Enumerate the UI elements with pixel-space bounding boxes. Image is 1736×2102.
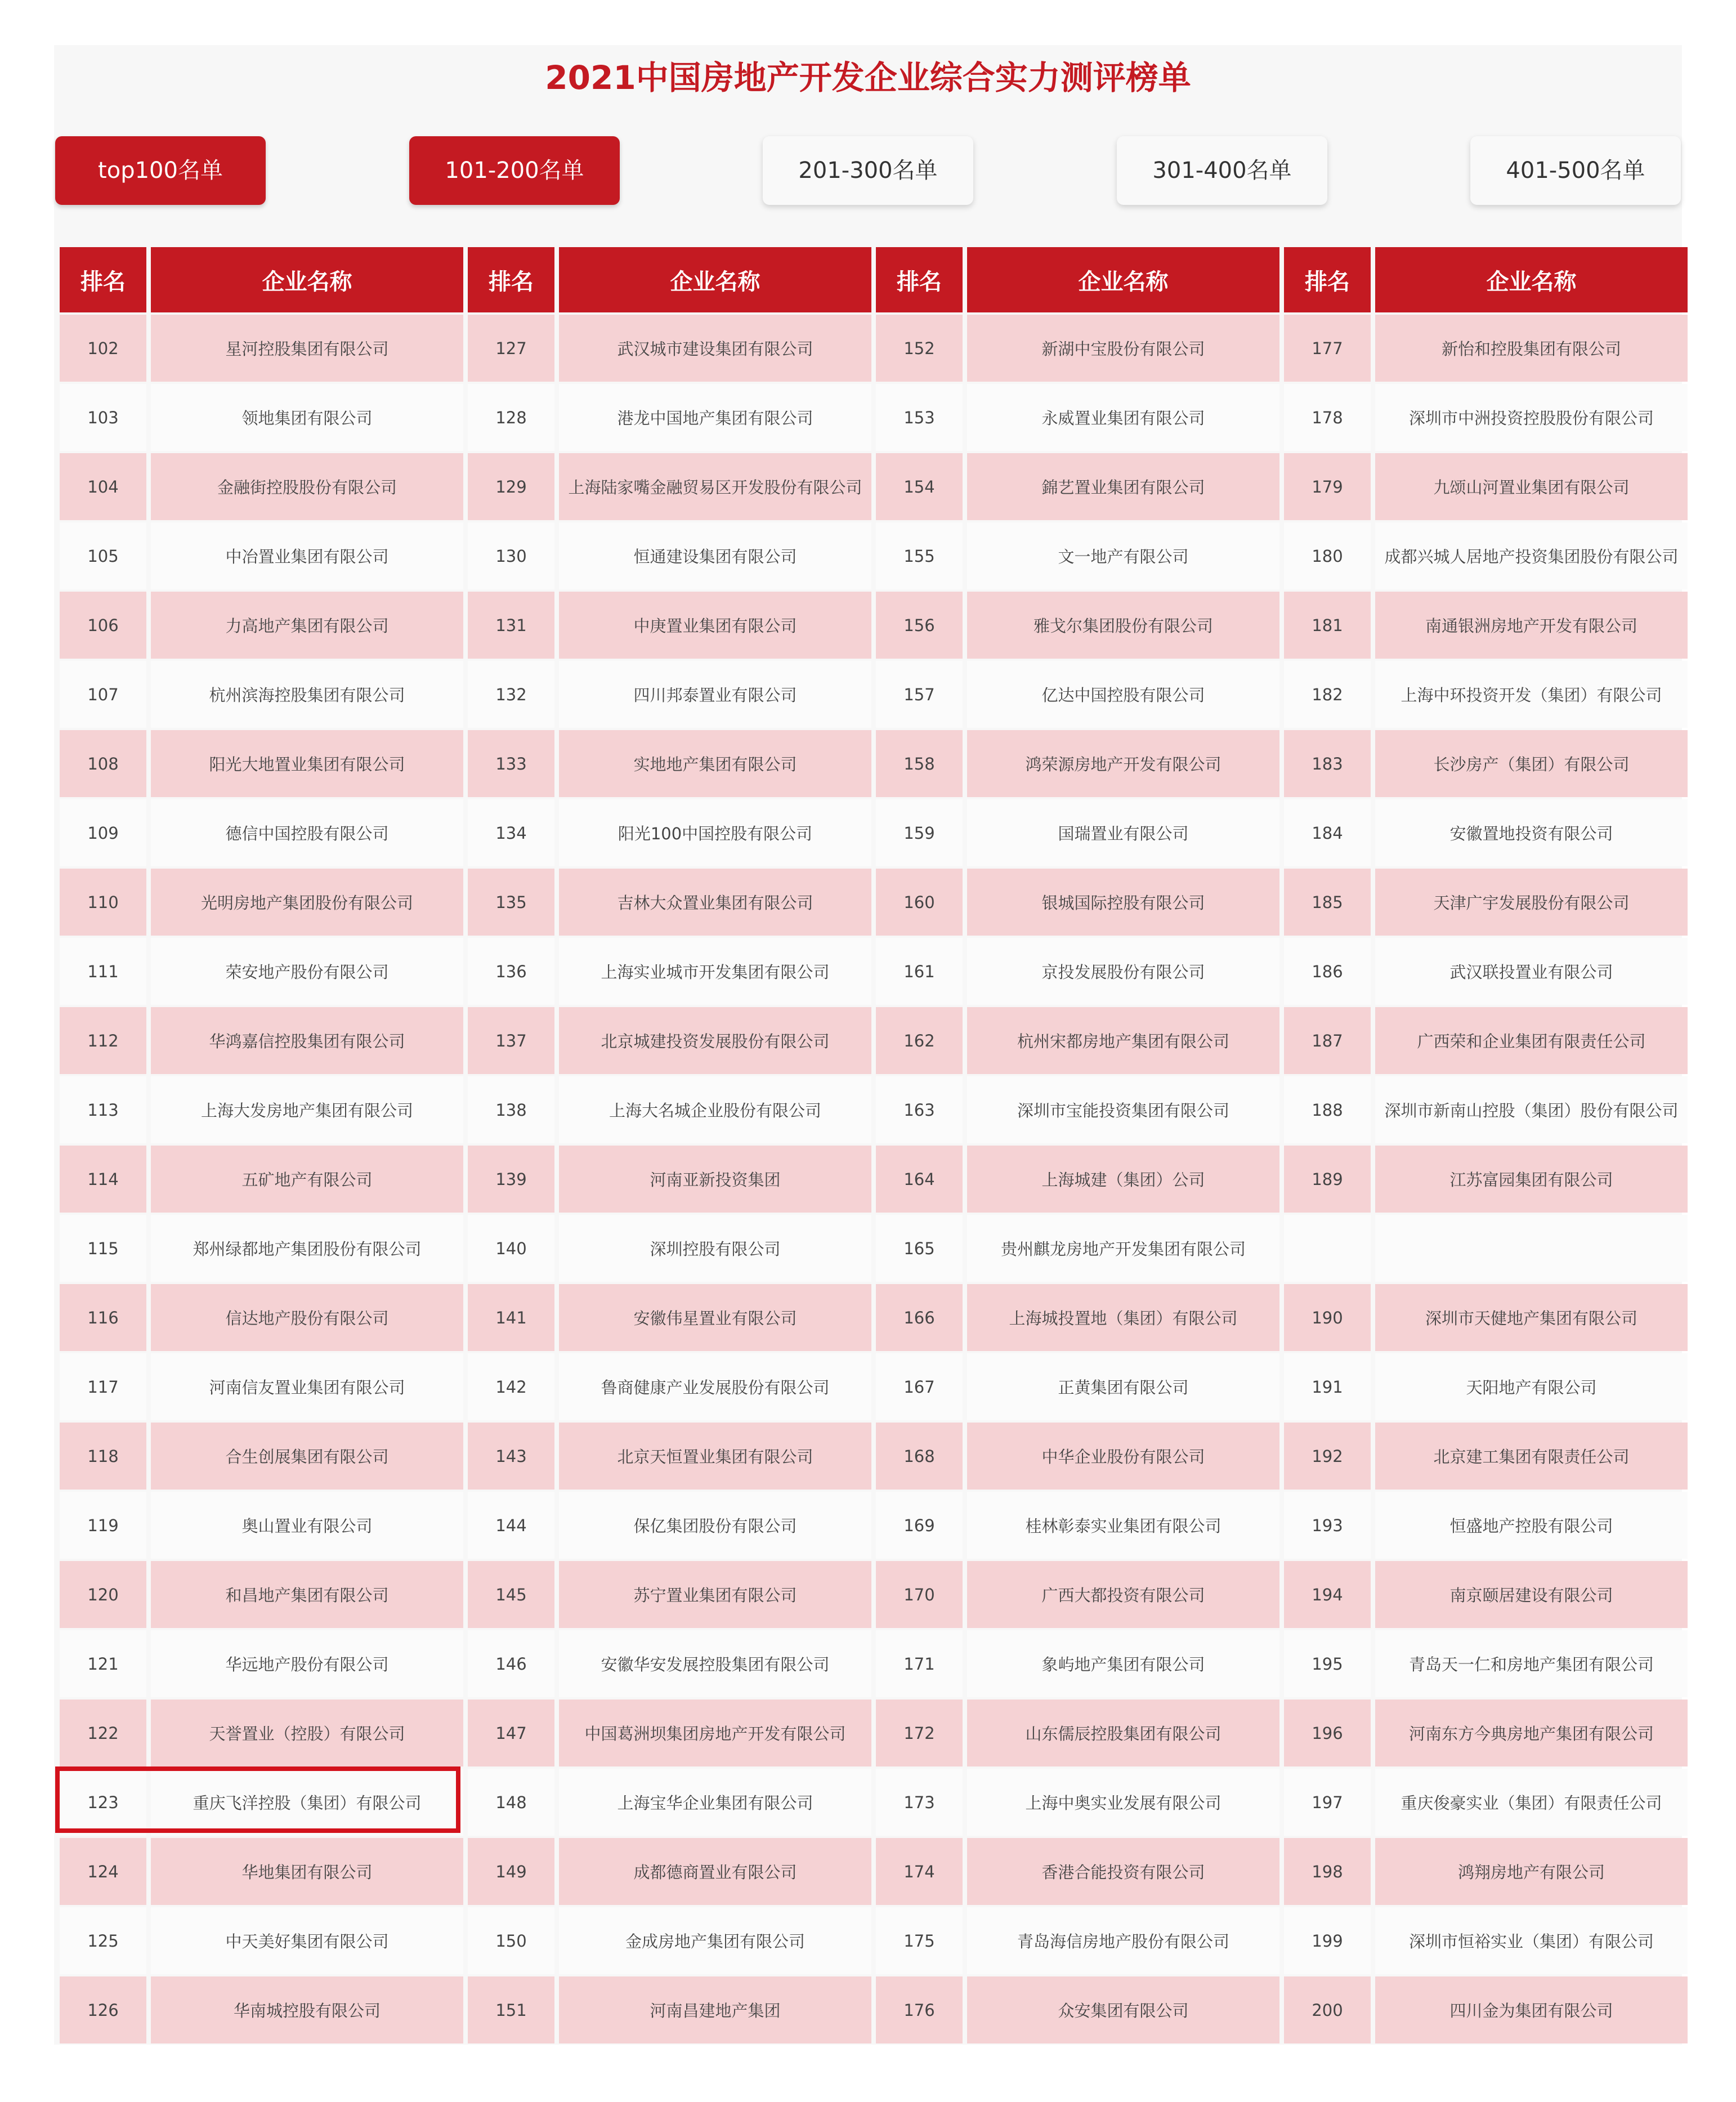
rank-cell: 109 bbox=[60, 799, 146, 866]
rank-cell: 188 bbox=[1284, 1076, 1371, 1143]
company-name-cell: 成都兴城人居地产投资集团股份有限公司 bbox=[1375, 522, 1688, 589]
rank-cell: 154 bbox=[876, 453, 963, 520]
rank-cell: 199 bbox=[1284, 1907, 1371, 1974]
company-name-cell: 和昌地产集团有限公司 bbox=[151, 1561, 463, 1628]
company-name-cell: 香港合能投资有限公司 bbox=[967, 1838, 1279, 1905]
company-name-cell: 港龙中国地产集团有限公司 bbox=[559, 384, 871, 451]
company-name-cell: 中天美好集团有限公司 bbox=[151, 1907, 463, 1974]
rank-cell: 112 bbox=[60, 1007, 146, 1074]
table-row bbox=[60, 1423, 1688, 1490]
table-row bbox=[60, 1769, 1688, 1836]
header-rank: 排名 bbox=[60, 247, 146, 312]
company-name-cell: 北京天恒置业集团有限公司 bbox=[559, 1423, 871, 1490]
company-name-cell: 雅戈尔集团股份有限公司 bbox=[967, 592, 1279, 659]
range-tabs bbox=[55, 136, 1681, 205]
company-name-cell: 杭州宋都房地产集团有限公司 bbox=[967, 1007, 1279, 1074]
rank-cell: 151 bbox=[468, 1976, 554, 2043]
rank-cell: 190 bbox=[1284, 1284, 1371, 1351]
header-company-name: 企业名称 bbox=[1375, 247, 1688, 312]
table-row bbox=[60, 730, 1688, 797]
rank-cell: 139 bbox=[468, 1146, 554, 1213]
rank-cell: 181 bbox=[1284, 592, 1371, 659]
company-name-cell: 安徽置地投资有限公司 bbox=[1375, 799, 1688, 866]
rank-cell: 160 bbox=[876, 869, 963, 936]
table-row bbox=[60, 1215, 1688, 1282]
rank-cell: 152 bbox=[876, 315, 963, 382]
rank-cell: 141 bbox=[468, 1284, 554, 1351]
rank-cell: 200 bbox=[1284, 1976, 1371, 2043]
company-name-cell: 信达地产股份有限公司 bbox=[151, 1284, 463, 1351]
rank-cell: 183 bbox=[1284, 730, 1371, 797]
company-name-cell: 国瑞置业有限公司 bbox=[967, 799, 1279, 866]
rank-cell: 182 bbox=[1284, 661, 1371, 728]
company-name-cell: 四川邦泰置业有限公司 bbox=[559, 661, 871, 728]
rank-cell: 136 bbox=[468, 938, 554, 1005]
header-company-name: 企业名称 bbox=[151, 247, 463, 312]
company-name-cell: 上海实业城市开发集团有限公司 bbox=[559, 938, 871, 1005]
rank-cell: 150 bbox=[468, 1907, 554, 1974]
tab-301-400[interactable]: 301-400名单 bbox=[1117, 136, 1327, 205]
rank-cell: 185 bbox=[1284, 869, 1371, 936]
rank-cell: 135 bbox=[468, 869, 554, 936]
header-rank: 排名 bbox=[1284, 247, 1371, 312]
company-name-cell: 华南城控股有限公司 bbox=[151, 1976, 463, 2043]
company-name-cell: 新湖中宝股份有限公司 bbox=[967, 315, 1279, 382]
tab-401-500[interactable]: 401-500名单 bbox=[1470, 136, 1681, 205]
table-row bbox=[60, 1561, 1688, 1628]
rank-cell: 165 bbox=[876, 1215, 963, 1282]
company-name-cell: 重庆飞洋控股（集团）有限公司 bbox=[151, 1769, 463, 1836]
company-name-cell: 上海中奥实业发展有限公司 bbox=[967, 1769, 1279, 1836]
company-name-cell: 安徽伟星置业有限公司 bbox=[559, 1284, 871, 1351]
company-name-cell: 成都德商置业有限公司 bbox=[559, 1838, 871, 1905]
company-name-cell: 南京颐居建设有限公司 bbox=[1375, 1561, 1688, 1628]
company-name-cell: 北京城建投资发展股份有限公司 bbox=[559, 1007, 871, 1074]
rank-cell: 121 bbox=[60, 1630, 146, 1697]
rank-cell: 115 bbox=[60, 1215, 146, 1282]
rank-cell: 197 bbox=[1284, 1769, 1371, 1836]
rank-cell: 113 bbox=[60, 1076, 146, 1143]
rank-cell: 116 bbox=[60, 1284, 146, 1351]
company-name-cell: 上海宝华企业集团有限公司 bbox=[559, 1769, 871, 1836]
company-name-cell: 广西大都投资有限公司 bbox=[967, 1561, 1279, 1628]
rank-cell: 138 bbox=[468, 1076, 554, 1143]
rank-cell: 108 bbox=[60, 730, 146, 797]
company-name-cell: 青岛海信房地产股份有限公司 bbox=[967, 1907, 1279, 1974]
rank-cell: 163 bbox=[876, 1076, 963, 1143]
company-name-cell: 鸿荣源房地产开发有限公司 bbox=[967, 730, 1279, 797]
company-name-cell: 河南亚新投资集团 bbox=[559, 1146, 871, 1213]
rank-cell: 126 bbox=[60, 1976, 146, 2043]
header-rank: 排名 bbox=[876, 247, 963, 312]
company-name-cell: 江苏富园集团有限公司 bbox=[1375, 1146, 1688, 1213]
rank-cell: 142 bbox=[468, 1353, 554, 1420]
rank-cell: 187 bbox=[1284, 1007, 1371, 1074]
company-name-cell: 北京建工集团有限责任公司 bbox=[1375, 1423, 1688, 1490]
rank-cell: 122 bbox=[60, 1700, 146, 1766]
header-company-name: 企业名称 bbox=[967, 247, 1279, 312]
company-name-cell: 深圳市恒裕实业（集团）有限公司 bbox=[1375, 1907, 1688, 1974]
company-name-cell: 中国葛洲坝集团房地产开发有限公司 bbox=[559, 1700, 871, 1766]
table-row bbox=[60, 1700, 1688, 1766]
rank-cell: 177 bbox=[1284, 315, 1371, 382]
company-name-cell: 金成房地产集团有限公司 bbox=[559, 1907, 871, 1974]
rank-cell: 159 bbox=[876, 799, 963, 866]
page-title: 2021中国房地产开发企业综合实力测评榜单 bbox=[545, 59, 1191, 97]
company-name-cell: 天誉置业（控股）有限公司 bbox=[151, 1700, 463, 1766]
rank-cell: 168 bbox=[876, 1423, 963, 1490]
rank-cell: 103 bbox=[60, 384, 146, 451]
table-row bbox=[60, 522, 1688, 589]
rank-cell: 156 bbox=[876, 592, 963, 659]
company-name-cell: 上海城投置地（集团）有限公司 bbox=[967, 1284, 1279, 1351]
company-name-cell: 河南信友置业集团有限公司 bbox=[151, 1353, 463, 1420]
company-name-cell: 中冶置业集团有限公司 bbox=[151, 522, 463, 589]
company-name-cell: 保亿集团股份有限公司 bbox=[559, 1492, 871, 1559]
company-name-cell: 四川金为集团有限公司 bbox=[1375, 1976, 1688, 2043]
rank-cell: 191 bbox=[1284, 1353, 1371, 1420]
company-name-cell: 实地地产集团有限公司 bbox=[559, 730, 871, 797]
rank-cell: 180 bbox=[1284, 522, 1371, 589]
rank-cell: 129 bbox=[468, 453, 554, 520]
table-row bbox=[60, 1492, 1688, 1559]
rank-cell: 171 bbox=[876, 1630, 963, 1697]
table-row bbox=[60, 1838, 1688, 1905]
ranking-table bbox=[55, 245, 1692, 2046]
rank-cell: 114 bbox=[60, 1146, 146, 1213]
company-name-cell: 深圳市天健地产集团有限公司 bbox=[1375, 1284, 1688, 1351]
rank-cell: 157 bbox=[876, 661, 963, 728]
rank-cell: 134 bbox=[468, 799, 554, 866]
company-name-cell: 鲁商健康产业发展股份有限公司 bbox=[559, 1353, 871, 1420]
table-body bbox=[60, 315, 1688, 2043]
company-name-cell: 天阳地产有限公司 bbox=[1375, 1353, 1688, 1420]
company-name-cell: 荣安地产股份有限公司 bbox=[151, 938, 463, 1005]
company-name-cell: 天津广宇发展股份有限公司 bbox=[1375, 869, 1688, 936]
rank-cell: 193 bbox=[1284, 1492, 1371, 1559]
company-name-cell: 永威置业集团有限公司 bbox=[967, 384, 1279, 451]
company-name-cell: 华远地产股份有限公司 bbox=[151, 1630, 463, 1697]
rank-cell: 184 bbox=[1284, 799, 1371, 866]
rank-cell: 176 bbox=[876, 1976, 963, 2043]
rank-cell: 125 bbox=[60, 1907, 146, 1974]
tab-top100[interactable]: top100名单 bbox=[55, 136, 266, 205]
rank-cell: 140 bbox=[468, 1215, 554, 1282]
rank-cell: 149 bbox=[468, 1838, 554, 1905]
company-name-cell: 上海城建（集团）公司 bbox=[967, 1146, 1279, 1213]
rank-cell: 124 bbox=[60, 1838, 146, 1905]
rank-cell: 192 bbox=[1284, 1423, 1371, 1490]
company-name-cell: 奥山置业有限公司 bbox=[151, 1492, 463, 1559]
company-name-cell: 文一地产有限公司 bbox=[967, 522, 1279, 589]
company-name-cell: 上海中环投资开发（集团）有限公司 bbox=[1375, 661, 1688, 728]
table-row bbox=[60, 1976, 1688, 2043]
table-row bbox=[60, 384, 1688, 451]
tab-201-300[interactable]: 201-300名单 bbox=[763, 136, 973, 205]
rank-cell: 107 bbox=[60, 661, 146, 728]
rank-cell: 169 bbox=[876, 1492, 963, 1559]
rank-cell: 170 bbox=[876, 1561, 963, 1628]
company-name-cell: 金融街控股股份有限公司 bbox=[151, 453, 463, 520]
rank-cell: 144 bbox=[468, 1492, 554, 1559]
rank-cell: 189 bbox=[1284, 1146, 1371, 1213]
table-row bbox=[60, 1146, 1688, 1213]
table-row bbox=[60, 938, 1688, 1005]
company-name-cell: 亿达中国控股有限公司 bbox=[967, 661, 1279, 728]
company-name-cell: 领地集团有限公司 bbox=[151, 384, 463, 451]
rank-cell: 111 bbox=[60, 938, 146, 1005]
rank-cell: 120 bbox=[60, 1561, 146, 1628]
company-name-cell: 中华企业股份有限公司 bbox=[967, 1423, 1279, 1490]
company-name-cell: 光明房地产集团股份有限公司 bbox=[151, 869, 463, 936]
rank-cell: 162 bbox=[876, 1007, 963, 1074]
rank-cell: 173 bbox=[876, 1769, 963, 1836]
company-name-cell: 阳光大地置业集团有限公司 bbox=[151, 730, 463, 797]
rank-cell: 133 bbox=[468, 730, 554, 797]
rank-cell: 155 bbox=[876, 522, 963, 589]
rank-cell: 172 bbox=[876, 1700, 963, 1766]
company-name-cell: 南通银洲房地产开发有限公司 bbox=[1375, 592, 1688, 659]
company-name-cell: 深圳市中洲投资控股股份有限公司 bbox=[1375, 384, 1688, 451]
tab-101-200[interactable]: 101-200名单 bbox=[409, 136, 620, 205]
company-name-cell: 武汉联投置业有限公司 bbox=[1375, 938, 1688, 1005]
company-name-cell: 力高地产集团有限公司 bbox=[151, 592, 463, 659]
rank-cell: 167 bbox=[876, 1353, 963, 1420]
rank-cell: 128 bbox=[468, 384, 554, 451]
table-row bbox=[60, 869, 1688, 936]
rank-cell: 166 bbox=[876, 1284, 963, 1351]
rank-cell: 119 bbox=[60, 1492, 146, 1559]
table-row bbox=[60, 1907, 1688, 1974]
rank-cell: 153 bbox=[876, 384, 963, 451]
rank-cell: 118 bbox=[60, 1423, 146, 1490]
company-name-cell: 桂林彰泰实业集团有限公司 bbox=[967, 1492, 1279, 1559]
rank-cell: 148 bbox=[468, 1769, 554, 1836]
company-name-cell bbox=[1375, 1215, 1688, 1282]
rank-cell: 147 bbox=[468, 1700, 554, 1766]
rank-cell: 106 bbox=[60, 592, 146, 659]
company-name-cell: 五矿地产有限公司 bbox=[151, 1146, 463, 1213]
company-name-cell: 新怡和控股集团有限公司 bbox=[1375, 315, 1688, 382]
company-name-cell: 上海大名城企业股份有限公司 bbox=[559, 1076, 871, 1143]
company-name-cell: 深圳市新南山控股（集团）股份有限公司 bbox=[1375, 1076, 1688, 1143]
company-name-cell: 錦艺置业集团有限公司 bbox=[967, 453, 1279, 520]
rank-cell: 130 bbox=[468, 522, 554, 589]
rank-cell: 145 bbox=[468, 1561, 554, 1628]
company-name-cell: 象屿地产集团有限公司 bbox=[967, 1630, 1279, 1697]
company-name-cell: 上海陆家嘴金融贸易区开发股份有限公司 bbox=[559, 453, 871, 520]
company-name-cell: 德信中国控股有限公司 bbox=[151, 799, 463, 866]
company-name-cell: 阳光100中国控股有限公司 bbox=[559, 799, 871, 866]
table-row bbox=[60, 453, 1688, 520]
company-name-cell: 苏宁置业集团有限公司 bbox=[559, 1561, 871, 1628]
company-name-cell: 正黄集团有限公司 bbox=[967, 1353, 1279, 1420]
company-name-cell: 恒通建设集团有限公司 bbox=[559, 522, 871, 589]
company-name-cell: 华鸿嘉信控股集团有限公司 bbox=[151, 1007, 463, 1074]
table-row bbox=[60, 1007, 1688, 1074]
rank-cell: 117 bbox=[60, 1353, 146, 1420]
rank-cell: 198 bbox=[1284, 1838, 1371, 1905]
company-name-cell: 郑州绿都地产集团股份有限公司 bbox=[151, 1215, 463, 1282]
table-row bbox=[60, 1076, 1688, 1143]
company-name-cell: 广西荣和企业集团有限责任公司 bbox=[1375, 1007, 1688, 1074]
rank-cell: 179 bbox=[1284, 453, 1371, 520]
company-name-cell: 重庆俊豪实业（集团）有限责任公司 bbox=[1375, 1769, 1688, 1836]
company-name-cell: 华地集团有限公司 bbox=[151, 1838, 463, 1905]
rank-cell: 174 bbox=[876, 1838, 963, 1905]
rank-cell bbox=[1284, 1215, 1371, 1282]
rank-cell: 161 bbox=[876, 938, 963, 1005]
company-name-cell: 长沙房产（集团）有限公司 bbox=[1375, 730, 1688, 797]
table-row bbox=[60, 315, 1688, 382]
company-name-cell: 河南东方今典房地产集团有限公司 bbox=[1375, 1700, 1688, 1766]
table-row bbox=[60, 1630, 1688, 1697]
header-rank: 排名 bbox=[468, 247, 554, 312]
company-name-cell: 九颂山河置业集团有限公司 bbox=[1375, 453, 1688, 520]
rank-cell: 127 bbox=[468, 315, 554, 382]
company-name-cell: 贵州麒龙房地产开发集团有限公司 bbox=[967, 1215, 1279, 1282]
company-name-cell: 中庚置业集团有限公司 bbox=[559, 592, 871, 659]
rank-cell: 178 bbox=[1284, 384, 1371, 451]
rank-cell: 143 bbox=[468, 1423, 554, 1490]
company-name-cell: 星河控股集团有限公司 bbox=[151, 315, 463, 382]
company-name-cell: 众安集团有限公司 bbox=[967, 1976, 1279, 2043]
rank-cell: 102 bbox=[60, 315, 146, 382]
company-name-cell: 银城国际控股有限公司 bbox=[967, 869, 1279, 936]
company-name-cell: 鸿翔房地产有限公司 bbox=[1375, 1838, 1688, 1905]
company-name-cell: 上海大发房地产集团有限公司 bbox=[151, 1076, 463, 1143]
rank-cell: 164 bbox=[876, 1146, 963, 1213]
rank-cell: 175 bbox=[876, 1907, 963, 1974]
company-name-cell: 河南昌建地产集团 bbox=[559, 1976, 871, 2043]
company-name-cell: 山东儒辰控股集团有限公司 bbox=[967, 1700, 1279, 1766]
table-row bbox=[60, 799, 1688, 866]
table-header-row bbox=[60, 247, 1688, 312]
company-name-cell: 青岛天一仁和房地产集团有限公司 bbox=[1375, 1630, 1688, 1697]
company-name-cell: 武汉城市建设集团有限公司 bbox=[559, 315, 871, 382]
rank-cell: 104 bbox=[60, 453, 146, 520]
rank-cell: 132 bbox=[468, 661, 554, 728]
rank-cell: 196 bbox=[1284, 1700, 1371, 1766]
company-name-cell: 合生创展集团有限公司 bbox=[151, 1423, 463, 1490]
company-name-cell: 吉林大众置业集团有限公司 bbox=[559, 869, 871, 936]
company-name-cell: 深圳市宝能投资集团有限公司 bbox=[967, 1076, 1279, 1143]
header-company-name: 企业名称 bbox=[559, 247, 871, 312]
rank-cell: 195 bbox=[1284, 1630, 1371, 1697]
company-name-cell: 恒盛地产控股有限公司 bbox=[1375, 1492, 1688, 1559]
rank-cell: 146 bbox=[468, 1630, 554, 1697]
rank-cell: 194 bbox=[1284, 1561, 1371, 1628]
company-name-cell: 京投发展股份有限公司 bbox=[967, 938, 1279, 1005]
rank-cell: 158 bbox=[876, 730, 963, 797]
rank-cell: 137 bbox=[468, 1007, 554, 1074]
rank-cell: 186 bbox=[1284, 938, 1371, 1005]
rank-cell: 105 bbox=[60, 522, 146, 589]
table-row bbox=[60, 661, 1688, 728]
company-name-cell: 安徽华安发展控股集团有限公司 bbox=[559, 1630, 871, 1697]
company-name-cell: 深圳控股有限公司 bbox=[559, 1215, 871, 1282]
rank-cell: 131 bbox=[468, 592, 554, 659]
table-row bbox=[60, 592, 1688, 659]
table-row bbox=[60, 1353, 1688, 1420]
rank-cell: 123 bbox=[60, 1769, 146, 1836]
company-name-cell: 杭州滨海控股集团有限公司 bbox=[151, 661, 463, 728]
table-row bbox=[60, 1284, 1688, 1351]
rank-cell: 110 bbox=[60, 869, 146, 936]
